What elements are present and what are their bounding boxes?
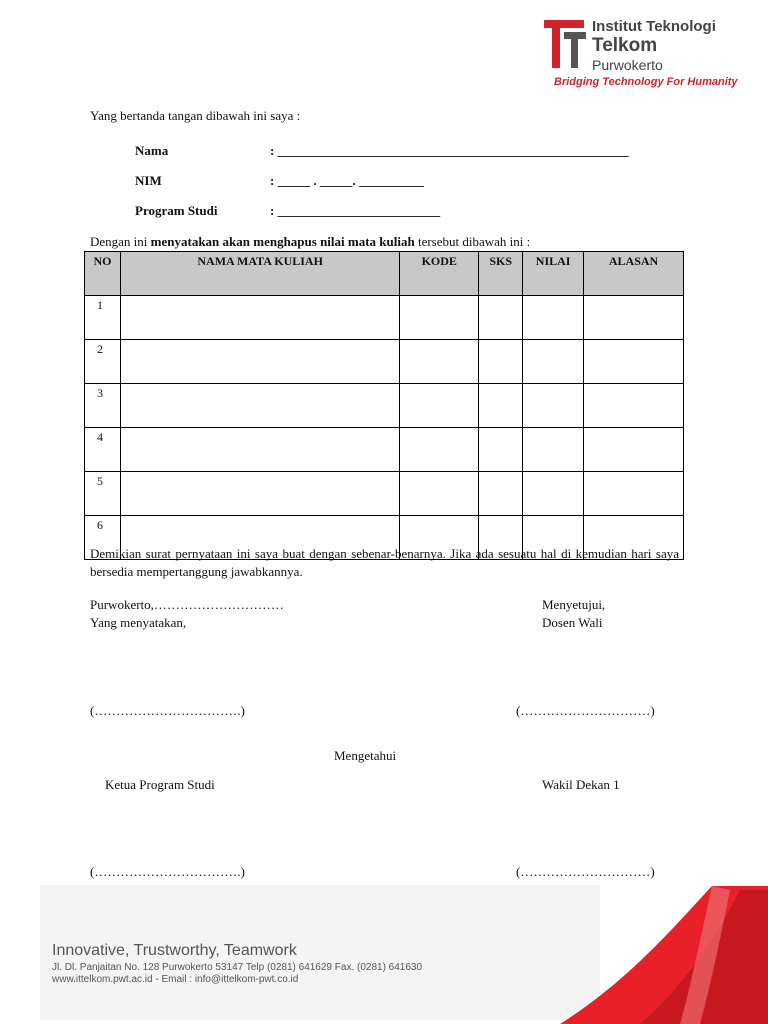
cell-alasan[interactable] [584, 428, 684, 472]
cell-kode[interactable] [400, 428, 479, 472]
row-number: 4 [85, 428, 121, 472]
signature-line-vice-dean: (…………………………) [516, 864, 655, 879]
head-program-label: Ketua Program Studi [105, 777, 215, 792]
cell-kode[interactable] [400, 384, 479, 428]
field-label-program-studi: Program Studi [135, 203, 218, 218]
cell-nilai[interactable] [523, 384, 584, 428]
cell-sks[interactable] [479, 472, 523, 516]
row-number: 5 [85, 472, 121, 516]
vice-dean-label: Wakil Dekan 1 [542, 777, 620, 792]
table-row [85, 384, 684, 428]
row-number: 1 [85, 296, 121, 340]
cell-nilai[interactable] [523, 340, 584, 384]
cell-sks[interactable] [479, 428, 523, 472]
cell-kode[interactable] [400, 472, 479, 516]
cell-sks[interactable] [479, 384, 523, 428]
cell-nama-mata-kuliah[interactable] [120, 428, 399, 472]
table-row [85, 296, 684, 340]
approved-label: Menyetujui, [542, 597, 606, 612]
institute-logo [544, 18, 744, 94]
cell-sks[interactable] [479, 340, 523, 384]
acknowledged-label: Mengetahui [334, 748, 397, 763]
header-nama-mata-kuliah: NAMA MATA KULIAH [120, 252, 399, 296]
cell-nama-mata-kuliah[interactable] [120, 340, 399, 384]
cell-nama-mata-kuliah[interactable] [120, 296, 399, 340]
place-date: Purwokerto,………………………… [90, 597, 284, 612]
footer-web: www.ittelkom.pwt.ac.id - Email : info@ittelkom-pwt.co.id [52, 974, 299, 985]
table-row [85, 428, 684, 472]
cell-sks[interactable] [479, 296, 523, 340]
cell-nilai[interactable] [523, 472, 584, 516]
field-label-nama: Nama [135, 143, 169, 158]
logo-line-2: Telkom [592, 35, 658, 56]
cell-alasan[interactable] [584, 472, 684, 516]
course-table [84, 251, 684, 560]
field-line-nim[interactable]: : _____ . _____. __________ [270, 173, 424, 188]
logo-tagline: Bridging Technology For Humanity [554, 76, 738, 88]
logo-line-3: Purwokerto [592, 57, 663, 73]
field-line-nama[interactable]: : ______________________________________________________ [270, 143, 629, 158]
statement-intro-post: tersebut dibawah ini : [414, 234, 531, 249]
intro-text: Yang bertanda tangan dibawah ini saya : [90, 108, 301, 123]
footer-tagline: Innovative, Trustworthy, Teamwork [52, 942, 297, 959]
table-row [85, 340, 684, 384]
row-number: 2 [85, 340, 121, 384]
header-alasan: ALASAN [584, 252, 684, 296]
cell-nilai[interactable] [523, 296, 584, 340]
cell-kode[interactable] [400, 340, 479, 384]
statement-intro-pre: Dengan ini [90, 234, 151, 249]
cell-alasan[interactable] [584, 296, 684, 340]
advisor-label: Dosen Wali [542, 615, 603, 630]
table-header-row [85, 252, 684, 296]
telkom-logo-icon [544, 20, 590, 70]
logo-line-1: Institut Teknologi [592, 18, 716, 35]
signature-line-head-program: (…………………………….) [90, 864, 245, 879]
header-kode: KODE [400, 252, 479, 296]
field-line-program-studi[interactable]: : _________________________ [270, 203, 441, 218]
table-row [85, 472, 684, 516]
cell-nama-mata-kuliah[interactable] [120, 472, 399, 516]
row-number: 3 [85, 384, 121, 428]
closing-statement: Demikian surat pernyataan ini saya buat dengan sebenar-benarnya. Jika ada sesuatu hal di kemudian hari saya bersedia mempertanggung jawabkannya. [90, 546, 679, 579]
row-number: 6 [85, 516, 121, 560]
cell-alasan[interactable] [584, 384, 684, 428]
statement-intro-bold: menyatakan akan menghapus nilai mata kuliah [150, 234, 415, 249]
signature-line-declarant: (…………………………….) [90, 703, 245, 718]
signature-line-advisor: (…………………………) [516, 703, 655, 718]
header-sks: SKS [479, 252, 523, 296]
declarant-label: Yang menyatakan, [90, 615, 187, 630]
cell-alasan[interactable] [584, 340, 684, 384]
header-nilai: NILAI [523, 252, 584, 296]
cell-nilai[interactable] [523, 428, 584, 472]
header-no: NO [85, 252, 121, 296]
statement-intro [90, 234, 530, 250]
cell-kode[interactable] [400, 296, 479, 340]
footer-address: Jl. Dl. Panjaitan No. 128 Purwokerto 53147 Telp (0281) 641629 Fax. (0281) 641630 [52, 962, 423, 973]
field-label-nim: NIM [135, 173, 162, 188]
cell-nama-mata-kuliah[interactable] [120, 384, 399, 428]
